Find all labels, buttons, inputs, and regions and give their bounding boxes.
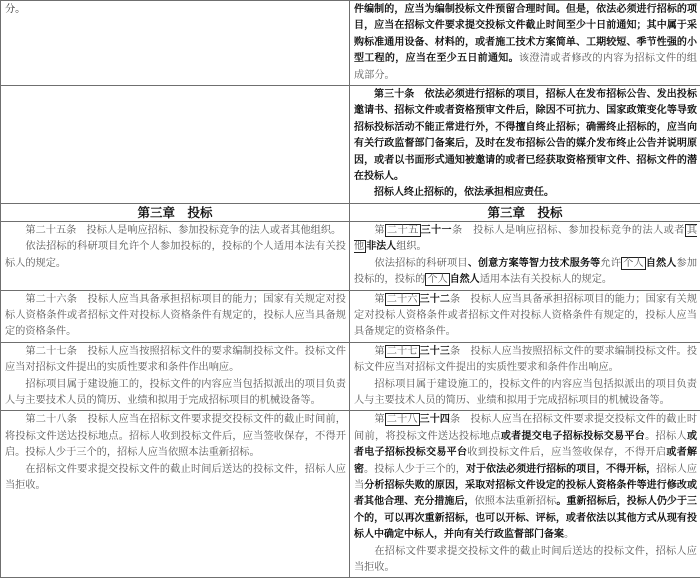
deleted-number: 二十六 <box>385 293 420 306</box>
old-text: 该澄清或者修改的内容为招标文件的组成部分。 <box>354 53 697 80</box>
article-32-new: 第 二十六 三十二条 投标人应当具备承担招标项目的能力；国家有关规定对投标人资格条件或者招标文件对投标人资格条件有规定的，投标人应当具备规定的资格条件。 <box>354 292 697 341</box>
inserted-text: 非法人 <box>366 241 396 252</box>
inserted-text: 对于依法必须进行招标的项目，不得开标， <box>466 464 656 475</box>
deleted-text: 个人 <box>425 273 449 286</box>
deleted-number: 二十八 <box>385 413 420 426</box>
inserted-number: 三十一 <box>421 225 452 236</box>
inserted-number: 三十四 <box>420 414 450 425</box>
new-text-cell <box>350 411 700 578</box>
new-text-cell <box>350 290 700 342</box>
article-28-old: 第二十八条 投标人应当在招标文件要求提交投标文件的截止时间前，将投标文件送达投标地点。招标人收到投标文件后，应当签收保存，不得开启。投标人少于三个的，招标人应当依照本法重新招标。 <box>5 412 346 461</box>
inserted-text: 。重新招标后，投标人仍少于三个的，可以再次重新招标，也可以开标、评标，或者依法以其他方式从现有投标人中确定中标人，并向有关行政监督部门备案 <box>354 496 697 540</box>
old-text-cell <box>1 86 350 204</box>
inserted-number: 三十三 <box>420 346 450 357</box>
deleted-text: 个人 <box>621 257 646 270</box>
deleted-number: 二十七 <box>385 345 420 358</box>
article-34-new: 第 二十八 三十四条 投标人应当在招标文件要求提交投标文件的截止时间前，将投标文件送达投标地点或者提交电子招标投标交易平台。招标人或者电子招标投标交易平台收到投标文件后，应当签收保存，不得开启或者解密。投标人少于三个的，对于依法必须进行招标的项目，不得开标，招标人应当分析招标失败的原因，采取对招标文件设定的投标人资格条件等进行修改或者其他合理、充分措施后，依照本法重新招标。重新招标后，投标人仍少于三个的，可以再次重新招标，也可以开标、评标，或者依法以其他方式从现有投标人中确定中标人，并向有关行政监督部门备案。 <box>354 412 697 543</box>
inserted-number: 三十二 <box>420 294 450 305</box>
table-row <box>1 1 700 86</box>
deleted-number: 二十五 <box>385 224 421 237</box>
chapter-heading-new: 第三章 投标 <box>350 203 700 221</box>
chapter-heading-row <box>1 203 700 221</box>
article-25-old: 第二十五条 投标人是响应招标、参加投标竞争的法人或者其他组织。 <box>5 223 346 239</box>
old-text-cell <box>1 221 350 290</box>
new-text-cell <box>350 221 700 290</box>
new-paragraph <box>354 2 697 84</box>
article-28-old-paragraph-2: 在招标文件要求提交投标文件的截止时间后送达的投标文件，招标人应当拒收。 <box>5 462 346 495</box>
inserted-text: 自然人 <box>646 258 677 269</box>
article-27-old-paragraph-2: 招标项目属于建设施工的，投标文件的内容应当包括拟派出的项目负责人与主要技术人员的简历、业绩和拟用于完成招标项目的机械设备等。 <box>5 377 346 410</box>
article-31-new-paragraph-2: 依法招标的科研项目、创意方案等智力技术服务等允许 个人 自然人参加投标的，投标的 个人 自然人适用本法有关投标人的规定。 <box>354 256 697 289</box>
inserted-text: 或者解密 <box>354 447 697 474</box>
inserted-text: 自然人 <box>450 274 480 285</box>
article-34-new-paragraph-2: 在招标文件要求提交投标文件的截止时间后送达的投标文件，招标人应当拒收。 <box>354 544 697 577</box>
old-paragraph: 分。 <box>5 2 346 18</box>
article-26-old: 第二十六条 投标人应当具备承担招标项目的能力；国家有关规定对投标人资格条件或者招标文件对投标人资格条件有规定的，投标人应当具备规定的资格条件。 <box>5 292 346 341</box>
table-row <box>1 86 700 204</box>
old-text-cell <box>1 1 350 86</box>
inserted-text: 、创意方案等智力技术服务等 <box>468 258 601 269</box>
new-text-cell <box>350 342 700 411</box>
old-text-cell <box>1 411 350 578</box>
article-33-new-paragraph-2: 招标项目属于建设施工的，投标文件的内容应当包括拟派出的项目负责人与主要技术人员的简历、业绩和拟用于完成招标项目的机械设备等。 <box>354 377 697 410</box>
article-30-paragraph-2: 招标人终止招标的，依法承担相应责任。 <box>354 185 697 201</box>
old-text-cell <box>1 342 350 411</box>
deleted-text: 其他 <box>354 224 697 253</box>
inserted-text: 件编制的，应当为编制投标文件预留合理时间。但是，依法必须进行招标的项目，应当在招标文件要求提交投标文件截止时间至少十日前通知；其中属于采购标准通用设备、材料的，或者施工技术方案简单、工期较短、季节性强的小型工程的，应当在至少五日前通知。 <box>354 4 697 64</box>
new-text-cell <box>350 86 700 204</box>
table-row <box>1 221 700 290</box>
chapter-heading-old: 第三章 投标 <box>1 203 350 221</box>
inserted-text: 分析招标失败的原因，采取对招标文件设定的投标人资格条件等进行修改或者其他合理、充分措施后， <box>354 480 697 507</box>
inserted-text: 或者提交电子招标投标交易平台 <box>501 431 645 442</box>
article-30: 第三十条 依法必须进行招标的项目，招标人在发布招标公告、发出投标邀请书、招标文件或者资格预审文件后，除因不可抗力、国家政策变化等导致招标投标活动不能正常进行外，不得擅自终止招标；确需终止招标的，应当向有关行政监督部门备案后，及时在发布招标公告的媒介发布终止公告并说明原因，或者以书面形式通知被邀请的或者已经获取资格预审文件、招标文件的潜在投标人。 <box>354 87 697 185</box>
new-text-cell <box>350 1 700 86</box>
article-25-old-paragraph-2: 依法招标的科研项目允许个人参加投标的，投标的个人适用本法有关投标人的规定。 <box>5 239 346 272</box>
article-27-old: 第二十七条 投标人应当按照招标文件的要求编制投标文件。投标文件应当对招标文件提出的实质性要求和条件作出响应。 <box>5 344 346 377</box>
table-row <box>1 290 700 342</box>
table-row <box>1 342 700 411</box>
article-31-new: 第 二十五 三十一条 投标人是响应招标、参加投标竞争的法人或者 其他 非法人组织。 <box>354 223 697 256</box>
article-33-new: 第 二十七 三十三条 投标人应当按照招标文件的要求编制投标文件。投标文件应当对招标文件提出的实质性要求和条件作出响应。 <box>354 344 697 377</box>
old-text-cell <box>1 290 350 342</box>
table-row <box>1 411 700 578</box>
inserted-text: 或者电子招标投标交易平台 <box>354 431 697 458</box>
